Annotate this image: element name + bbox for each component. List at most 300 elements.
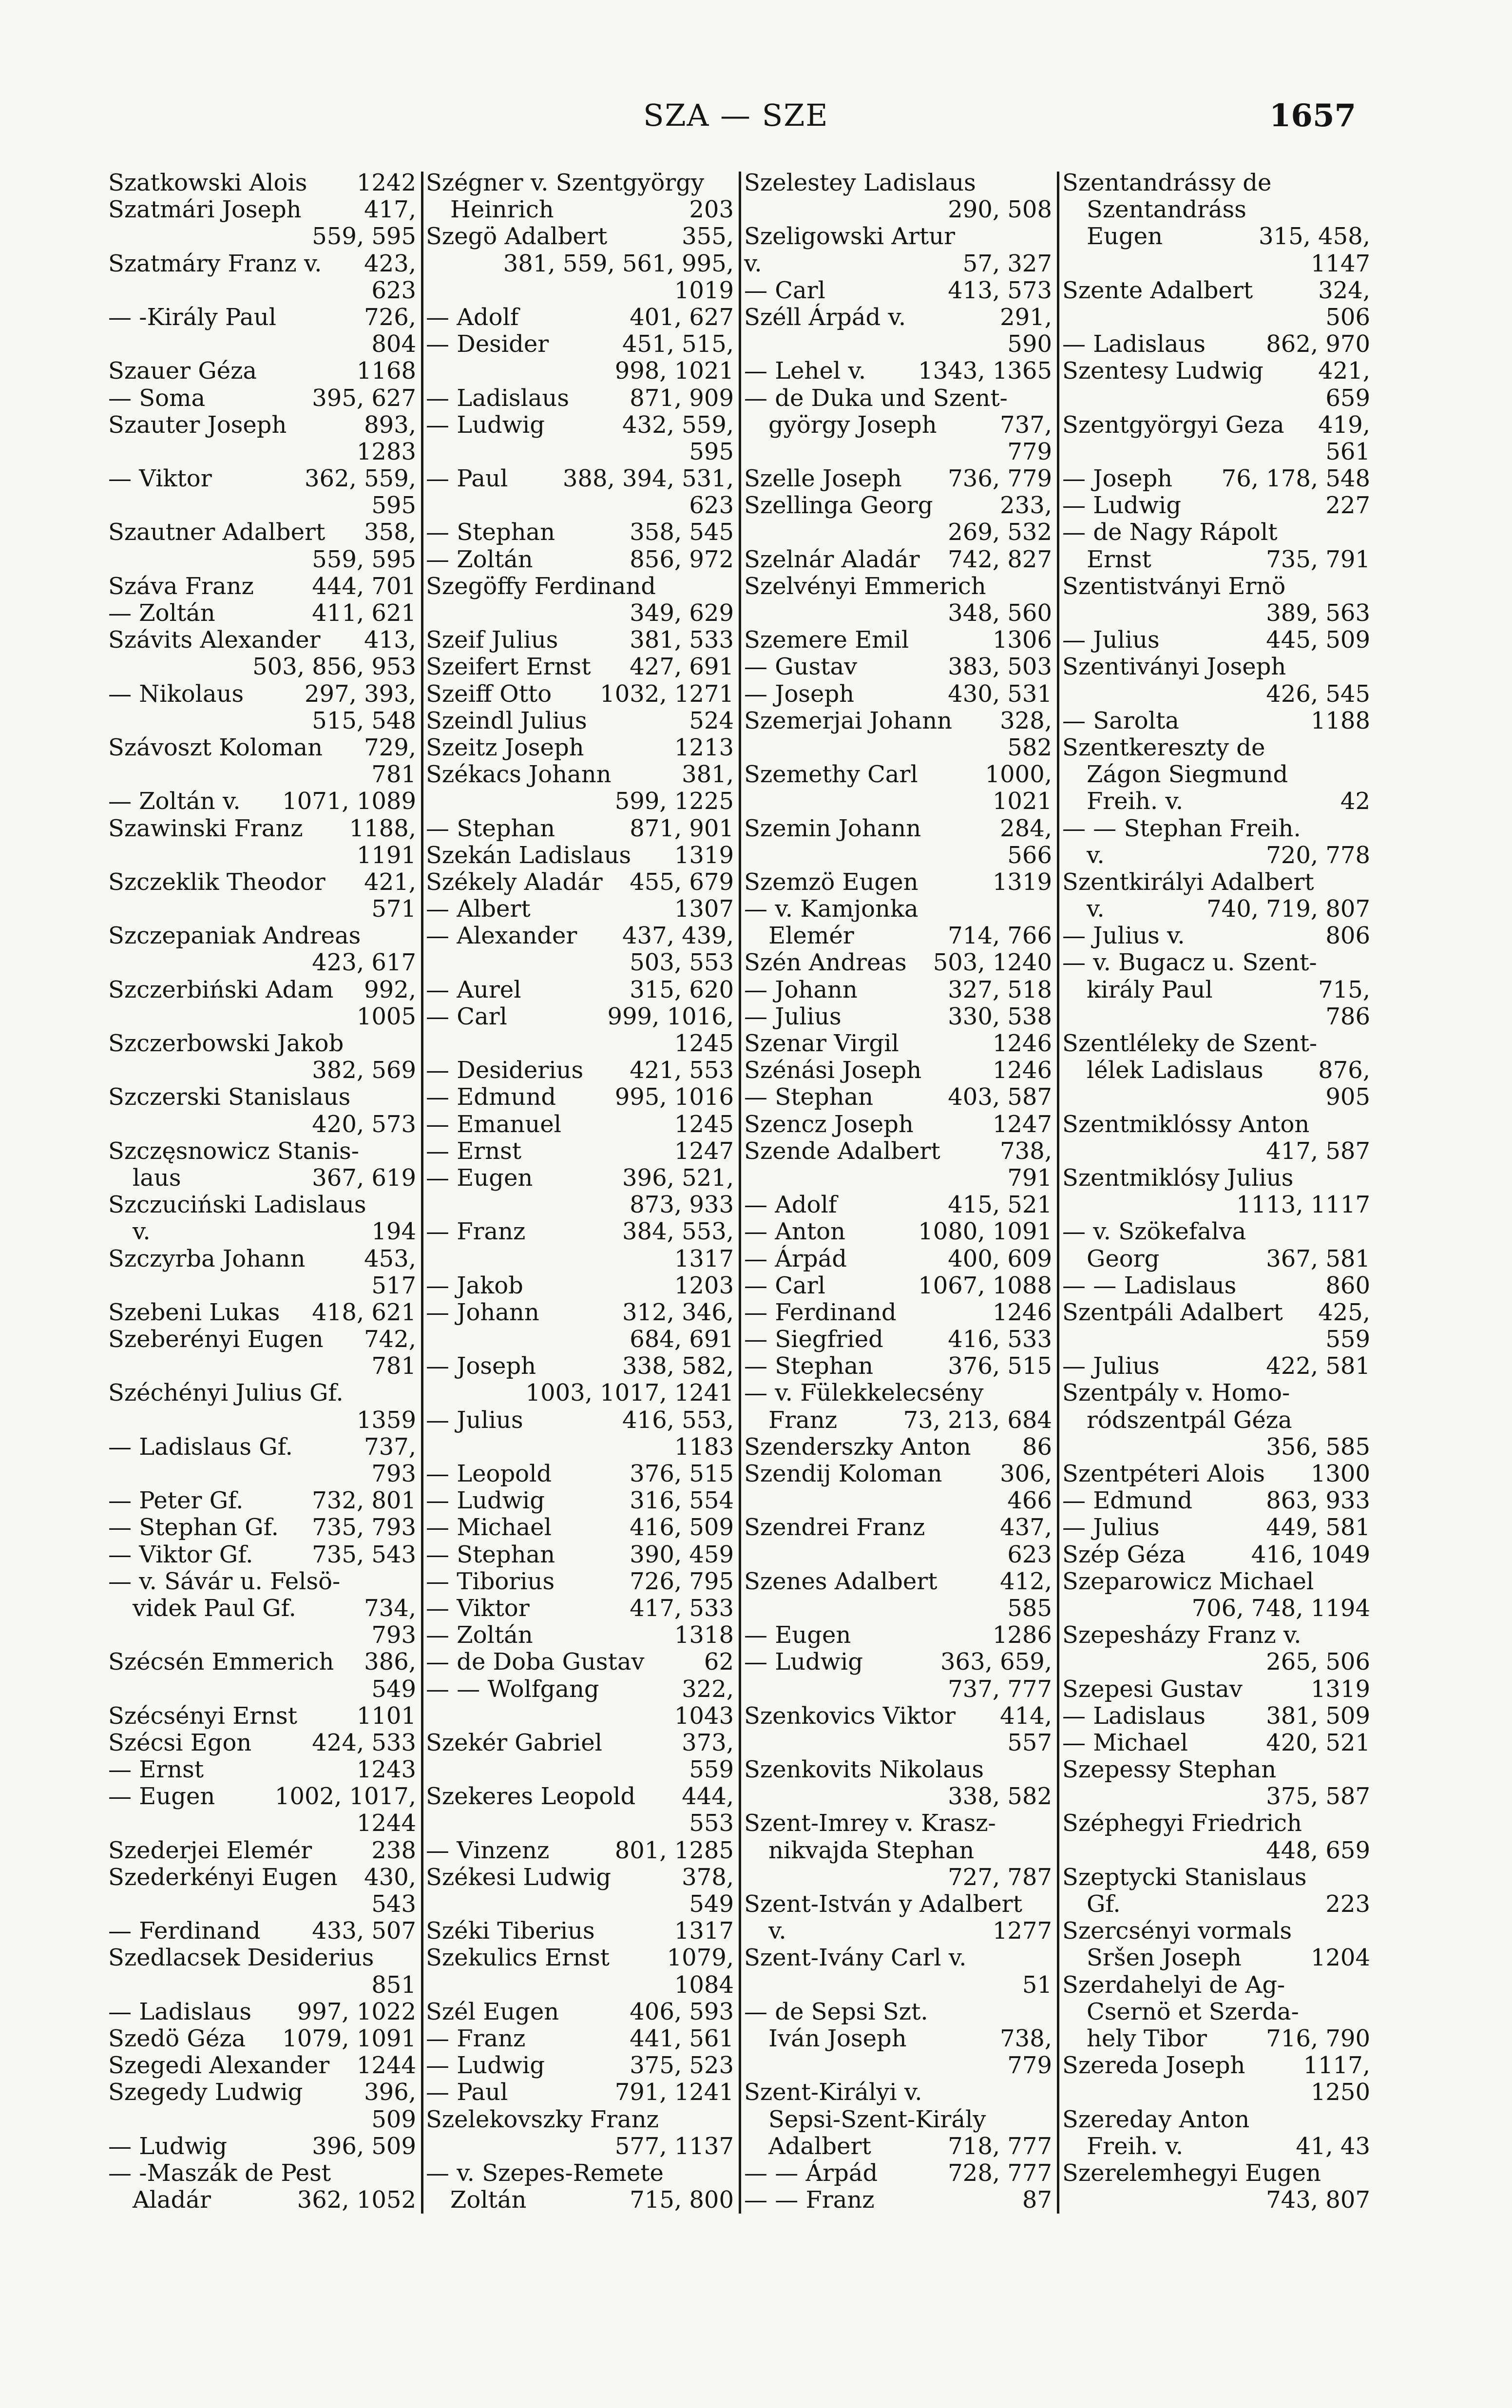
page-refs-line: 543 [371, 1890, 416, 1918]
index-line: Szentpály v. Homo- [1062, 1379, 1290, 1407]
page-refs: 403, 587 [948, 1083, 1052, 1111]
entry-name: — Lehel v. [744, 357, 866, 385]
entry-name: Szekán Ladislaus [426, 841, 632, 869]
entry-name: Szederjei Elemér [108, 1836, 312, 1864]
page-refs: 315, 458, [1258, 223, 1370, 250]
index-line [426, 1837, 734, 1864]
index-line [108, 1730, 416, 1756]
page-refs: 1117, [1303, 2052, 1370, 2080]
page-refs: 441, 561 [630, 2024, 734, 2052]
page-refs-line: 375, 587 [1266, 1783, 1370, 1811]
entry-name: — Michael [1062, 1729, 1188, 1756]
page-refs: 718, 777 [948, 2132, 1052, 2160]
page-refs-line: 781 [371, 761, 416, 789]
index-line [108, 1487, 416, 1514]
index-line [426, 223, 734, 250]
index-line [1062, 465, 1370, 492]
entry-name: — Julius [426, 1406, 523, 1434]
index-line [426, 1595, 734, 1622]
index-line [1062, 788, 1370, 815]
entry-name: Szawinski Franz [108, 814, 303, 842]
page-refs-line: 503, 553 [630, 949, 734, 977]
page-refs: 406, 593 [630, 1998, 734, 2025]
page-refs: 57, 327 [962, 250, 1052, 277]
page-refs: 806 [1325, 922, 1370, 950]
entry-name: — Zoltán [108, 599, 215, 627]
page-refs-line: 851 [371, 1971, 416, 1999]
page-refs: 726, 795 [630, 1567, 734, 1595]
index-line: Szereday Anton [1062, 2105, 1250, 2133]
entry-name: — Stephan Gf. [108, 1514, 279, 1541]
entry-name: — Julius [1062, 1352, 1160, 1380]
entry-name: — Paul [426, 465, 508, 493]
page-refs: 453, [364, 1245, 416, 1272]
index-line [108, 412, 416, 439]
index-line [108, 358, 416, 385]
index-line [426, 1945, 734, 1971]
page-refs: 386, [364, 1648, 416, 1676]
page-refs: 1101 [356, 1702, 416, 1730]
entry-name: — Joseph [744, 680, 855, 708]
index-line [108, 1864, 416, 1891]
index-line: Szentmiklósy Julius [1062, 1164, 1294, 1192]
index-line [1062, 1353, 1370, 1380]
page-refs: 1079, 1091 [282, 2024, 416, 2052]
index-line [744, 1461, 1052, 1487]
page-refs-line: 595 [689, 438, 734, 465]
entry-name: Ernst [1087, 545, 1151, 573]
index-line: Szeparowicz Michael [1062, 1567, 1314, 1595]
entry-name: Szávits Alexander [108, 626, 321, 654]
index-line [426, 1111, 734, 1138]
entry-name: Szentgyörgyi Geza [1062, 411, 1284, 439]
page-refs: 291, [1000, 303, 1052, 331]
page-refs-line: 599, 1225 [614, 788, 734, 815]
column-rule [421, 172, 423, 2214]
page-refs: 297, 393, [304, 680, 416, 708]
page-refs: 383, 503 [948, 653, 1052, 681]
index-line: Szepessy Stephan [1062, 1756, 1277, 1784]
index-line [426, 1353, 734, 1380]
index-line [1062, 2052, 1370, 2079]
entry-name: v. [133, 1218, 151, 1246]
index-line [108, 600, 416, 627]
page-refs: 284, [1000, 814, 1052, 842]
page-refs: 416, 533 [948, 1326, 1052, 1353]
index-line [426, 1084, 734, 1111]
page-refs-line: 595 [371, 492, 416, 520]
page-refs: 856, 972 [630, 545, 734, 573]
page-refs: 421, [1318, 357, 1370, 385]
index-line [744, 1246, 1052, 1272]
entry-name: — Ladislaus [426, 384, 569, 412]
page-refs: 423, [364, 250, 416, 277]
entry-name: Szencz Joseph [744, 1110, 914, 1138]
page-refs: 238 [371, 1836, 416, 1864]
index-line: Szentandráss [1087, 196, 1246, 224]
entry-name: — Stephan [426, 519, 555, 546]
page-header [0, 97, 1512, 141]
index-line: Szczerbowski Jakob [108, 1030, 344, 1057]
index-line: Szeligowski Artur [744, 223, 956, 250]
page-refs: 416, 553, [622, 1406, 734, 1434]
page-refs: 1343, 1365 [918, 357, 1052, 385]
index-line: Szelestey Ladislaus [744, 169, 976, 196]
index-line [108, 250, 416, 277]
page-refs: 1245 [674, 1110, 734, 1138]
entry-name: — Desiderius [426, 1057, 584, 1084]
index-line [744, 949, 1052, 976]
entry-name: Szekeres Leopold [426, 1783, 636, 1811]
index-line [744, 1111, 1052, 1138]
page-refs-line: 804 [371, 330, 416, 358]
page-refs: 455, 679 [630, 868, 734, 896]
page-refs-line: 684, 691 [630, 1326, 734, 1353]
page-refs: 362, 1052 [297, 2186, 416, 2214]
entry-name: Szatmáry Franz v. [108, 250, 322, 277]
entry-name: — Carl [426, 1002, 507, 1030]
entry-name: — Zoltán v. [108, 788, 241, 815]
index-line [1062, 708, 1370, 734]
page-refs-line: 1005 [356, 1002, 416, 1030]
page-refs: 1079, [667, 1944, 734, 1972]
index-line [426, 1622, 734, 1649]
column-3 [744, 170, 1052, 2214]
page-refs-line: 553 [689, 1810, 734, 1837]
page-refs-line: 1003, 1017, 1241 [525, 1379, 734, 1407]
page-refs: 735, 793 [312, 1514, 416, 1541]
index-line [426, 1999, 734, 2025]
entry-name: — Carl [744, 1271, 825, 1299]
page-refs-line: 269, 532 [948, 519, 1052, 546]
page-refs: 432, 559, [622, 411, 734, 439]
page-refs: 1306 [992, 626, 1052, 654]
entry-name: Szemethy Carl [744, 761, 918, 789]
page-refs-line: 559, 595 [312, 545, 416, 573]
page-refs: 1318 [674, 1621, 734, 1649]
page-refs: 734, [364, 1594, 416, 1622]
page-refs: 384, 553, [622, 1218, 734, 1246]
entry-name: györgy Joseph [768, 411, 937, 439]
page-refs-line: 727, 787 [948, 1863, 1052, 1891]
page-refs: 729, [364, 733, 416, 761]
page-refs-line: 423, 617 [312, 949, 416, 977]
page-refs: 427, 691 [630, 653, 734, 681]
page-refs: 312, 346, [622, 1298, 734, 1326]
index-line [426, 2187, 734, 2214]
index-line [108, 1434, 416, 1461]
entry-name: Széll Árpád v. [744, 303, 906, 331]
index-line: Szent-István y Adalbert [744, 1890, 1022, 1918]
index-line [426, 1676, 734, 1703]
entry-name: Szemerjai Johann [744, 707, 953, 734]
page-refs-line: 466 [1007, 1487, 1052, 1515]
page-refs-line: 559, 595 [312, 223, 416, 250]
page-refs: 355, [682, 223, 734, 250]
index-line [744, 277, 1052, 304]
page-refs: 1213 [674, 733, 734, 761]
page-refs-line: 1113, 1117 [1236, 1191, 1370, 1219]
page-refs-line: 503, 856, 953 [252, 653, 416, 681]
entry-name: Székely Aladár [426, 868, 603, 896]
entry-name: Szatmári Joseph [108, 196, 302, 224]
index-line: Szerelemhegyi Eugen [1062, 2159, 1321, 2187]
page-refs-line: 998, 1021 [614, 357, 734, 385]
index-line [426, 1783, 734, 1810]
page-refs: 416, 509 [630, 1514, 734, 1541]
page-refs: 1188, [349, 814, 416, 842]
entry-name: Szepesi Gustav [1062, 1675, 1243, 1703]
entry-name: — Árpád [744, 1245, 847, 1272]
index-line [1062, 1461, 1370, 1487]
page-refs-line: 509 [371, 2105, 416, 2133]
index-line: Szczepaniak Andreas [108, 922, 361, 950]
entry-name: lélek Ladislaus [1087, 1057, 1263, 1084]
index-line [744, 708, 1052, 734]
index-line: nikvajda Stephan [768, 1836, 975, 1864]
page-refs-line: 793 [371, 1460, 416, 1487]
entry-name: — Stephan [744, 1083, 874, 1111]
index-line [108, 869, 416, 896]
index-line [744, 1272, 1052, 1299]
index-line [744, 1649, 1052, 1676]
entry-name: laus [133, 1164, 181, 1192]
entry-name: Freih. v. [1087, 788, 1184, 815]
column-rule [739, 172, 741, 2214]
page-refs: 1203 [674, 1271, 734, 1299]
entry-name: — Ernst [426, 1137, 522, 1165]
index-line [1062, 223, 1370, 250]
page-refs: 322, [682, 1675, 734, 1703]
index-line [108, 1514, 416, 1541]
page-refs: 1300 [1310, 1460, 1370, 1487]
index-line [426, 977, 734, 1003]
index-line [744, 2187, 1052, 2214]
entry-name: Szende Adalbert [744, 1137, 940, 1165]
entry-name: Szeindl Julius [426, 707, 587, 734]
page-refs: 999, 1016, [607, 1002, 734, 1030]
index-line: Szeptycki Stanislaus [1062, 1863, 1307, 1891]
page-refs-line: 1191 [356, 841, 416, 869]
entry-name: — Ladislaus [108, 1998, 251, 2025]
page-refs-line: 1043 [674, 1702, 734, 1730]
index-line [108, 1541, 416, 1568]
page-refs: 413, [364, 626, 416, 654]
index-line [1062, 1057, 1370, 1084]
index-line [426, 1649, 734, 1676]
entry-name: Szauter Joseph [108, 411, 287, 439]
index-line [744, 1918, 1052, 1945]
index-line [108, 2025, 416, 2052]
index-line [744, 2025, 1052, 2052]
index-line [1062, 1703, 1370, 1730]
index-line [744, 1353, 1052, 1380]
page-refs-line: 561 [1325, 438, 1370, 465]
index-line [1062, 331, 1370, 358]
entry-name: — -Király Paul [108, 303, 276, 331]
entry-name: — Paul [426, 2079, 508, 2106]
index-line [744, 1703, 1052, 1730]
index-line [1062, 1487, 1370, 1514]
index-line [426, 331, 734, 358]
entry-name: Szellinga Georg [744, 492, 933, 520]
index-line [426, 2079, 734, 2106]
page-refs-line: 517 [371, 1271, 416, 1299]
entry-name: v. [744, 250, 762, 277]
page-refs: 330, 538 [948, 1002, 1052, 1030]
entry-name: — — Wolfgang [426, 1675, 599, 1703]
index-line [1062, 412, 1370, 439]
index-line: Szczęsnowicz Stanis- [108, 1137, 359, 1165]
page-refs: 995, 1016 [614, 1083, 734, 1111]
index-line [426, 815, 734, 842]
page-refs: 1246 [992, 1298, 1052, 1326]
entry-name: Szeiff Otto [426, 680, 552, 708]
page-refs: 437, [1000, 1514, 1052, 1541]
page-refs-line: 779 [1007, 438, 1052, 465]
page-refs-line: 1084 [674, 1971, 734, 1999]
page-refs: 524 [689, 707, 734, 734]
index-line [744, 1299, 1052, 1326]
index-line: Szedlacsek Desiderius [108, 1944, 374, 1972]
entry-name: — — Árpád [744, 2159, 878, 2187]
entry-name: — Ferdinand [744, 1298, 897, 1326]
page-refs: 418, 621 [312, 1298, 416, 1326]
index-line [1062, 1730, 1370, 1756]
page-refs-line: 706, 748, 1194 [1191, 1594, 1370, 1622]
entry-name: — Ludwig [744, 1648, 863, 1676]
page-refs: 863, 933 [1266, 1487, 1370, 1515]
index-line [108, 170, 416, 196]
index-line [744, 1434, 1052, 1461]
index-line [744, 2133, 1052, 2160]
entry-name: — Tiborius [426, 1567, 555, 1595]
page-refs-line: 781 [371, 1352, 416, 1380]
page-refs: 388, 394, 531, [562, 465, 734, 493]
index-line [426, 1918, 734, 1945]
page-refs: 1168 [356, 357, 416, 385]
page-refs: 801, 1285 [614, 1836, 734, 1864]
page-refs: 400, 609 [948, 1245, 1052, 1272]
entry-name: — Leopold [426, 1460, 552, 1487]
page-refs: 42 [1340, 788, 1370, 815]
page-refs-line: 559 [689, 1756, 734, 1784]
index-line [108, 1218, 416, 1245]
entry-name: Székesi Ludwig [426, 1863, 611, 1891]
entry-name: Száva Franz [108, 572, 254, 600]
page-refs-line: 557 [1007, 1729, 1052, 1756]
page-refs-line: 356, 585 [1266, 1433, 1370, 1461]
entry-name: — Ferdinand [108, 1917, 261, 1945]
page-refs: 714, 766 [948, 922, 1052, 950]
page-refs-line: 381, 559, 561, 995, [503, 250, 734, 277]
index-line [426, 1864, 734, 1891]
entry-name: Elemér [768, 922, 854, 950]
index-line [1062, 1514, 1370, 1541]
index-line [744, 923, 1052, 949]
page-refs: 422, 581 [1266, 1352, 1370, 1380]
index-line [426, 1541, 734, 1568]
page-refs: 1243 [356, 1756, 416, 1784]
index-line [426, 1138, 734, 1165]
running-head: SZA — SZE [643, 97, 829, 133]
index-line: Szelvényi Emmerich [744, 572, 986, 600]
page-refs: 416, 1049 [1251, 1541, 1370, 1568]
page-refs: 449, 581 [1266, 1514, 1370, 1541]
index-line [744, 412, 1052, 439]
page-refs-line: 1283 [356, 438, 416, 465]
index-line: Széphegyi Friedrich [1062, 1810, 1302, 1837]
page-refs: 73, 213, 684 [903, 1406, 1052, 1434]
page-refs: 421, 553 [630, 1057, 734, 1084]
index-line: Szczuciński Ladislaus [108, 1191, 366, 1219]
index-line [744, 1622, 1052, 1649]
entry-name: — Franz [426, 1218, 526, 1246]
page-refs: 86 [1022, 1433, 1052, 1461]
index-line: Széchényi Julius Gf. [108, 1379, 344, 1407]
entry-name: Szczerbiński Adam [108, 976, 334, 1003]
entry-name: Szén Andreas [744, 949, 907, 977]
index-line [1062, 1891, 1370, 1918]
index-line [1062, 977, 1370, 1003]
page-refs-line: 737, 777 [948, 1675, 1052, 1703]
entry-name: — de Doba Gustav [426, 1648, 645, 1676]
page-refs: 791, 1241 [614, 2079, 734, 2106]
entry-name: Szemzö Eugen [744, 868, 919, 896]
page-refs: 233, [1000, 492, 1052, 520]
entry-name: — Adolf [744, 1191, 837, 1219]
entry-name: Szél Eugen [426, 1998, 559, 2025]
entry-name: — — Franz [744, 2186, 875, 2214]
index-line: Szentkereszty de [1062, 733, 1265, 761]
entry-name: — Nikolaus [108, 680, 244, 708]
page-refs: 425, [1318, 1298, 1370, 1326]
index-line [426, 734, 734, 761]
entry-name: — Ludwig [426, 411, 545, 439]
entry-name: Szczyrba Johann [108, 1245, 306, 1272]
index-line [744, 1514, 1052, 1541]
index-line [744, 654, 1052, 680]
column-rule [1057, 172, 1059, 2214]
index-line [744, 627, 1052, 654]
page-refs: 419, [1318, 411, 1370, 439]
page-refs: 1032, 1271 [600, 680, 734, 708]
page-refs: 396, 509 [312, 2132, 416, 2160]
index-line [426, 1568, 734, 1595]
entry-name: Szávoszt Koloman [108, 733, 323, 761]
page-refs: 381, 509 [1266, 1702, 1370, 1730]
entry-name: — Carl [744, 276, 825, 304]
page-refs: 381, 533 [630, 626, 734, 654]
index-line: Szegöffy Ferdinand [426, 572, 656, 600]
page-refs: 376, 515 [948, 1352, 1052, 1380]
entry-name: Eugen [1087, 223, 1163, 250]
index-line [426, 761, 734, 788]
index-line [1062, 923, 1370, 949]
index-line [426, 1487, 734, 1514]
index-line: — — Stephan Freih. [1062, 814, 1301, 842]
page-refs: 378, [682, 1863, 734, 1891]
page-refs: 1071, 1089 [282, 788, 416, 815]
entry-name: — Ernst [108, 1756, 204, 1784]
page-refs: 893, [364, 411, 416, 439]
page-refs-line: 793 [371, 1621, 416, 1649]
entry-name: — Ludwig [426, 1487, 545, 1515]
page-refs: 737, [1000, 411, 1052, 439]
page-refs: 417, [364, 196, 416, 224]
index-line [426, 304, 734, 331]
page-refs-line: 659 [1325, 384, 1370, 412]
